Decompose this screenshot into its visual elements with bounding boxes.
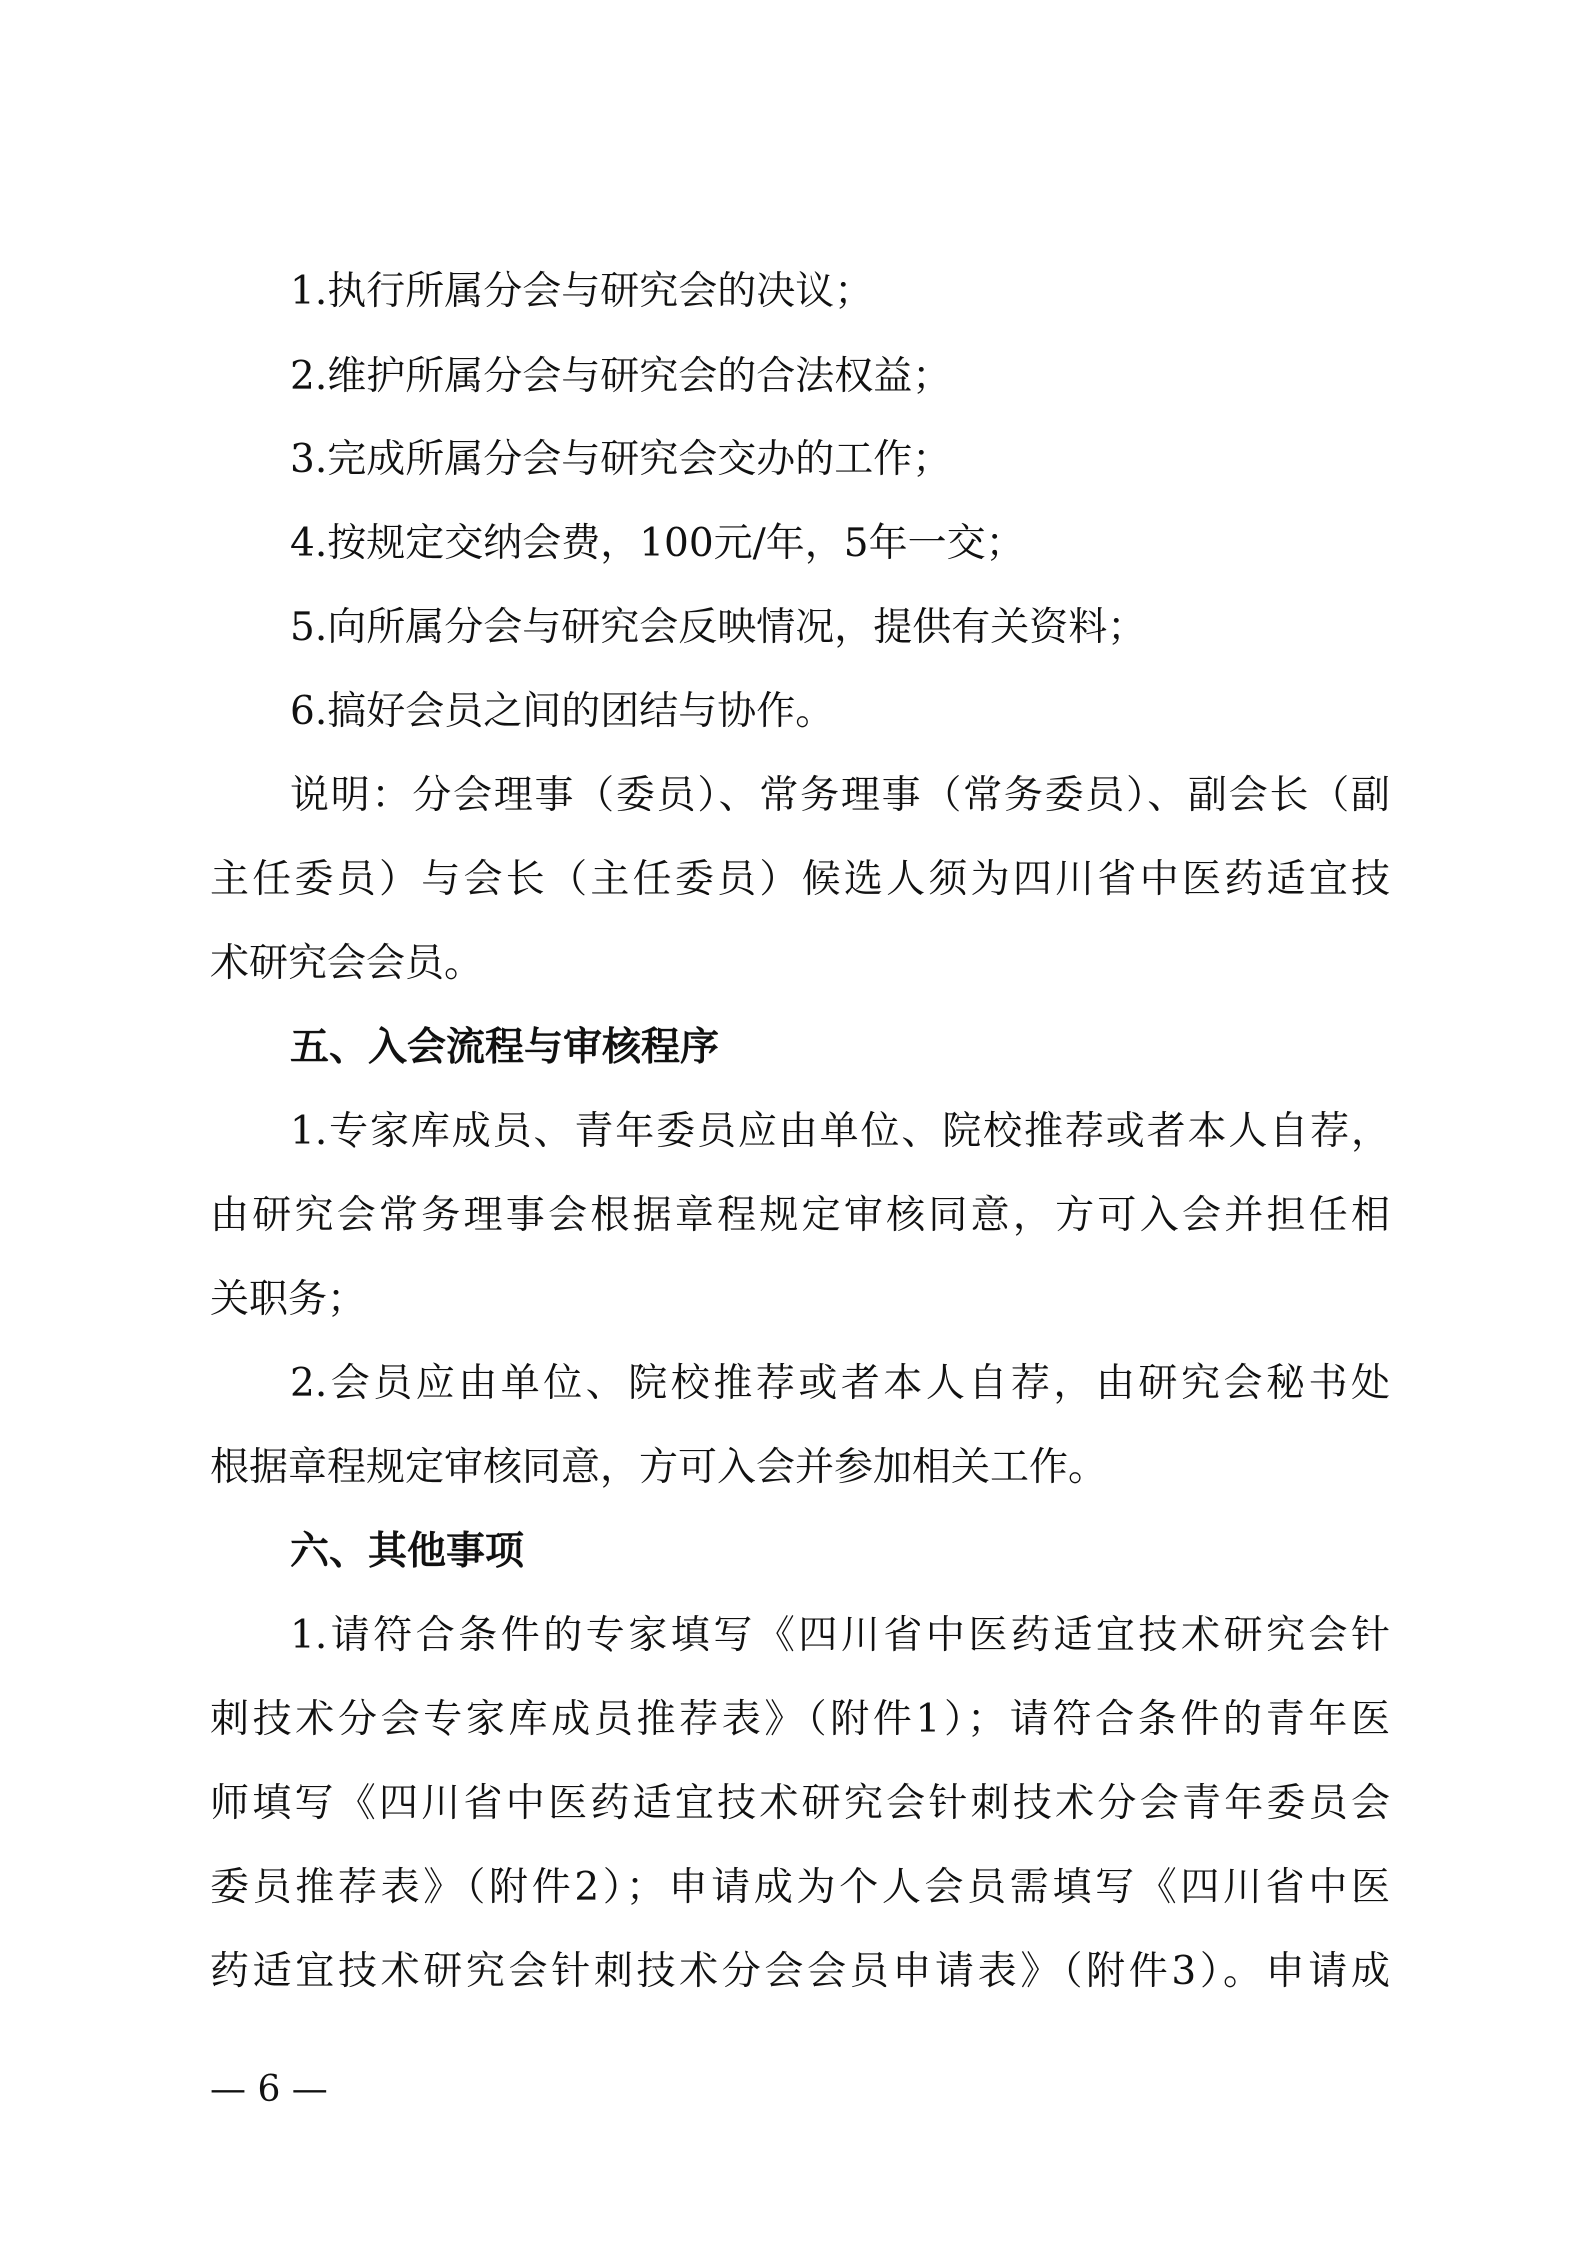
section5-p1-line-1: 1.专家库成员、青年委员应由单位、院校推荐或者本人自荐， [290,1109,1390,1154]
obligation-item-5: 5.向所属分会与研究会反映情况，提供有关资料； [290,605,1147,650]
page-number: — 6 — [210,2069,328,2110]
section6-p1-line-2: 刺技术分会专家库成员推荐表》（附件1）；请符合条件的青年医 [210,1697,1390,1742]
obligation-item-1: 1.执行所属分会与研究会的决议； [290,269,874,314]
section-heading-6: 六、其他事项 [290,1529,525,1574]
section6-p1-line-5: 药适宜技术研究会针刺技术分会会员申请表》（附件3）。申请成 [210,1949,1390,1994]
section5-p2-line-2: 根据章程规定审核同意，方可入会并参加相关工作。 [210,1445,1108,1490]
section5-p1-line-3: 关职务； [210,1277,367,1322]
section5-p1-line-2: 由研究会常务理事会根据章程规定审核同意，方可入会并担任相 [210,1193,1390,1238]
section6-p1-line-1: 1.请符合条件的专家填写《四川省中医药适宜技术研究会针 [290,1613,1390,1658]
section5-p2-line-1: 2.会员应由单位、院校推荐或者本人自荐，由研究会秘书处 [290,1361,1390,1406]
section6-p1-line-4: 委员推荐表》（附件2）；申请成为个人会员需填写《四川省中医 [210,1865,1390,1910]
obligation-item-2: 2.维护所属分会与研究会的合法权益； [290,354,952,399]
note-line-1: 说明：分会理事（委员）、常务理事（常务委员）、副会长（副 [290,773,1390,818]
obligation-item-3: 3.完成所属分会与研究会交办的工作； [290,437,952,482]
obligation-item-6: 6.搞好会员之间的团结与协作。 [290,689,835,734]
note-line-2: 主任委员）与会长（主任委员）候选人须为四川省中医药适宜技 [210,857,1390,902]
note-line-3: 术研究会会员。 [210,941,484,986]
section-heading-5: 五、入会流程与审核程序 [290,1025,720,1070]
section6-p1-line-3: 师填写《四川省中医药适宜技术研究会针刺技术分会青年委员会 [210,1781,1390,1826]
obligation-item-4: 4.按规定交纳会费，100元/年，5年一交； [290,521,1025,566]
